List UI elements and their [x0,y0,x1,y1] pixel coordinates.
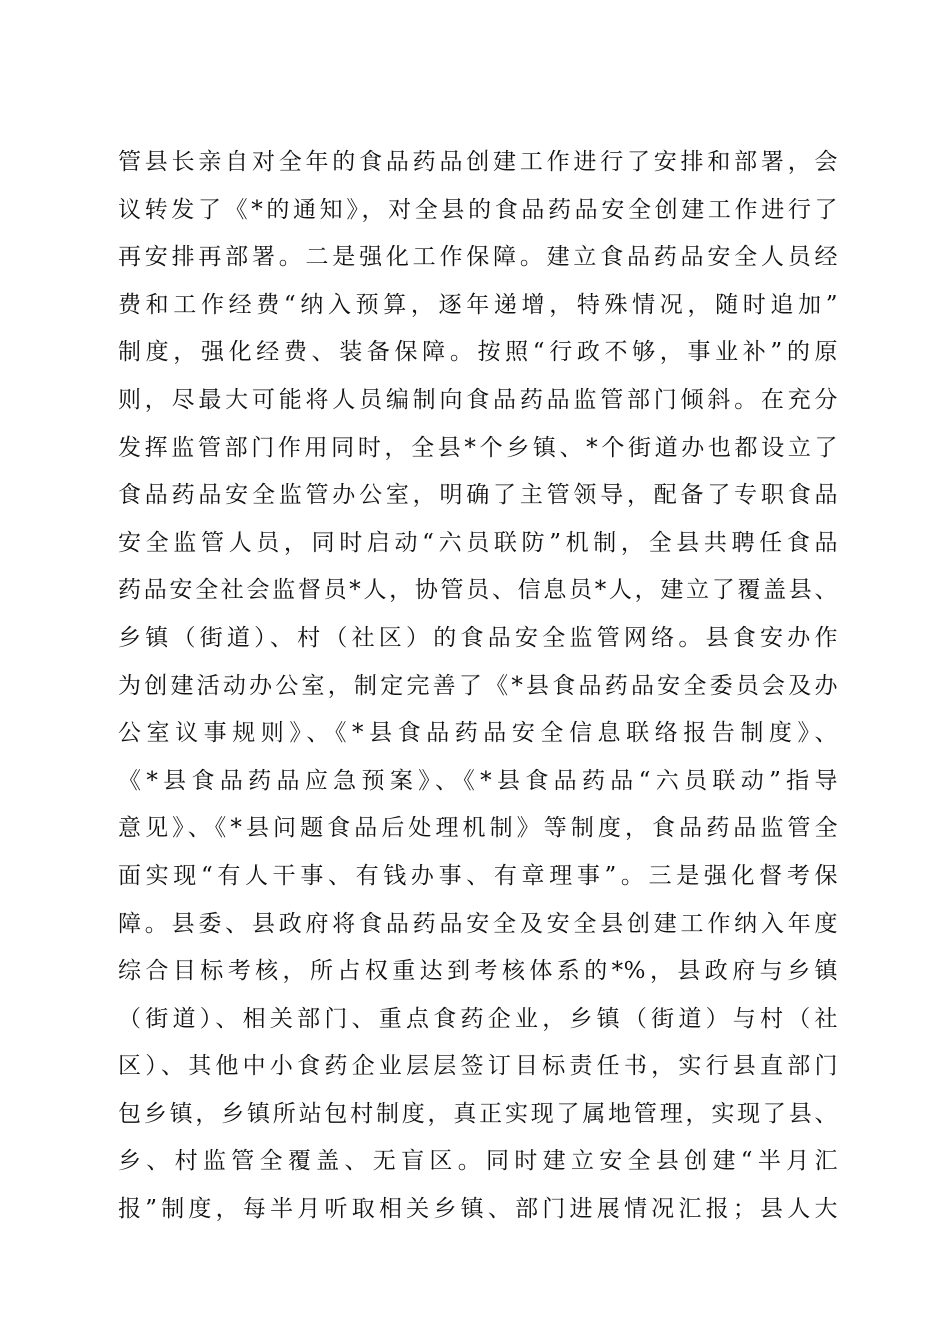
text-line: 管县长亲自对全年的食品药品创建工作进行了安排和部署，会 [118,149,838,175]
body-text [118,139,838,1234]
text-line: 公室议事规则》、《*县食品药品安全信息联络报告制度》、 [118,720,838,747]
text-line: 《*县食品药品应急预案》、《*县食品药品“六员联动”指导 [118,767,838,794]
text-line: 乡、村监管全覆盖、无盲区。同时建立安全县创建“半月汇 [118,1148,838,1175]
text-line: （街道）、相关部门、重点食药企业，乡镇（街道）与村（社 [118,1005,838,1032]
text-line: 区）、其他中小食药企业层层签订目标责任书，实行县直部门 [118,1053,838,1080]
text-line: 安全监管人员，同时启动“六员联防”机制，全县共聘任食品 [118,529,838,556]
text-line: 障。县委、县政府将食品药品安全及安全县创建工作纳入年度 [118,910,838,937]
text-line: 包乡镇，乡镇所站包村制度，真正实现了属地管理，实现了县、 [118,1100,838,1127]
text-line: 议转发了《*的通知》，对全县的食品药品安全创建工作进行了 [118,196,838,223]
text-line: 发挥监管部门作用同时，全县*个乡镇、*个街道办也都设立了 [118,434,838,461]
text-line: 综合目标考核，所占权重达到考核体系的*%，县政府与乡镇 [118,958,838,985]
text-line: 乡镇（街道）、村（社区）的食品安全监管网络。县食安办作 [118,624,838,651]
text-line: 面实现“有人干事、有钱办事、有章理事”。三是强化督考保 [118,862,838,889]
text-line: 食品药品安全监管办公室，明确了主管领导，配备了专职食品 [118,482,838,509]
text-line: 药品安全社会监督员*人，协管员、信息员*人，建立了覆盖县、 [118,577,838,604]
text-line: 制度，强化经费、装备保障。按照“行政不够，事业补”的原 [118,339,838,366]
text-line: 再安排再部署。二是强化工作保障。建立食品药品安全人员经 [118,244,838,271]
text-line: 为创建活动办公室，制定完善了《*县食品药品安全委员会及办 [118,672,838,699]
text-line: 则，尽最大可能将人员编制向食品药品监管部门倾斜。在充分 [118,386,838,413]
text-line: 意见》、《*县问题食品后处理机制》等制度，食品药品监管全 [118,815,838,842]
text-line: 费和工作经费“纳入预算，逐年递增，特殊情况，随时追加” [118,291,838,318]
text-line: 报”制度，每半月听取相关乡镇、部门进展情况汇报；县人大 [118,1196,838,1223]
